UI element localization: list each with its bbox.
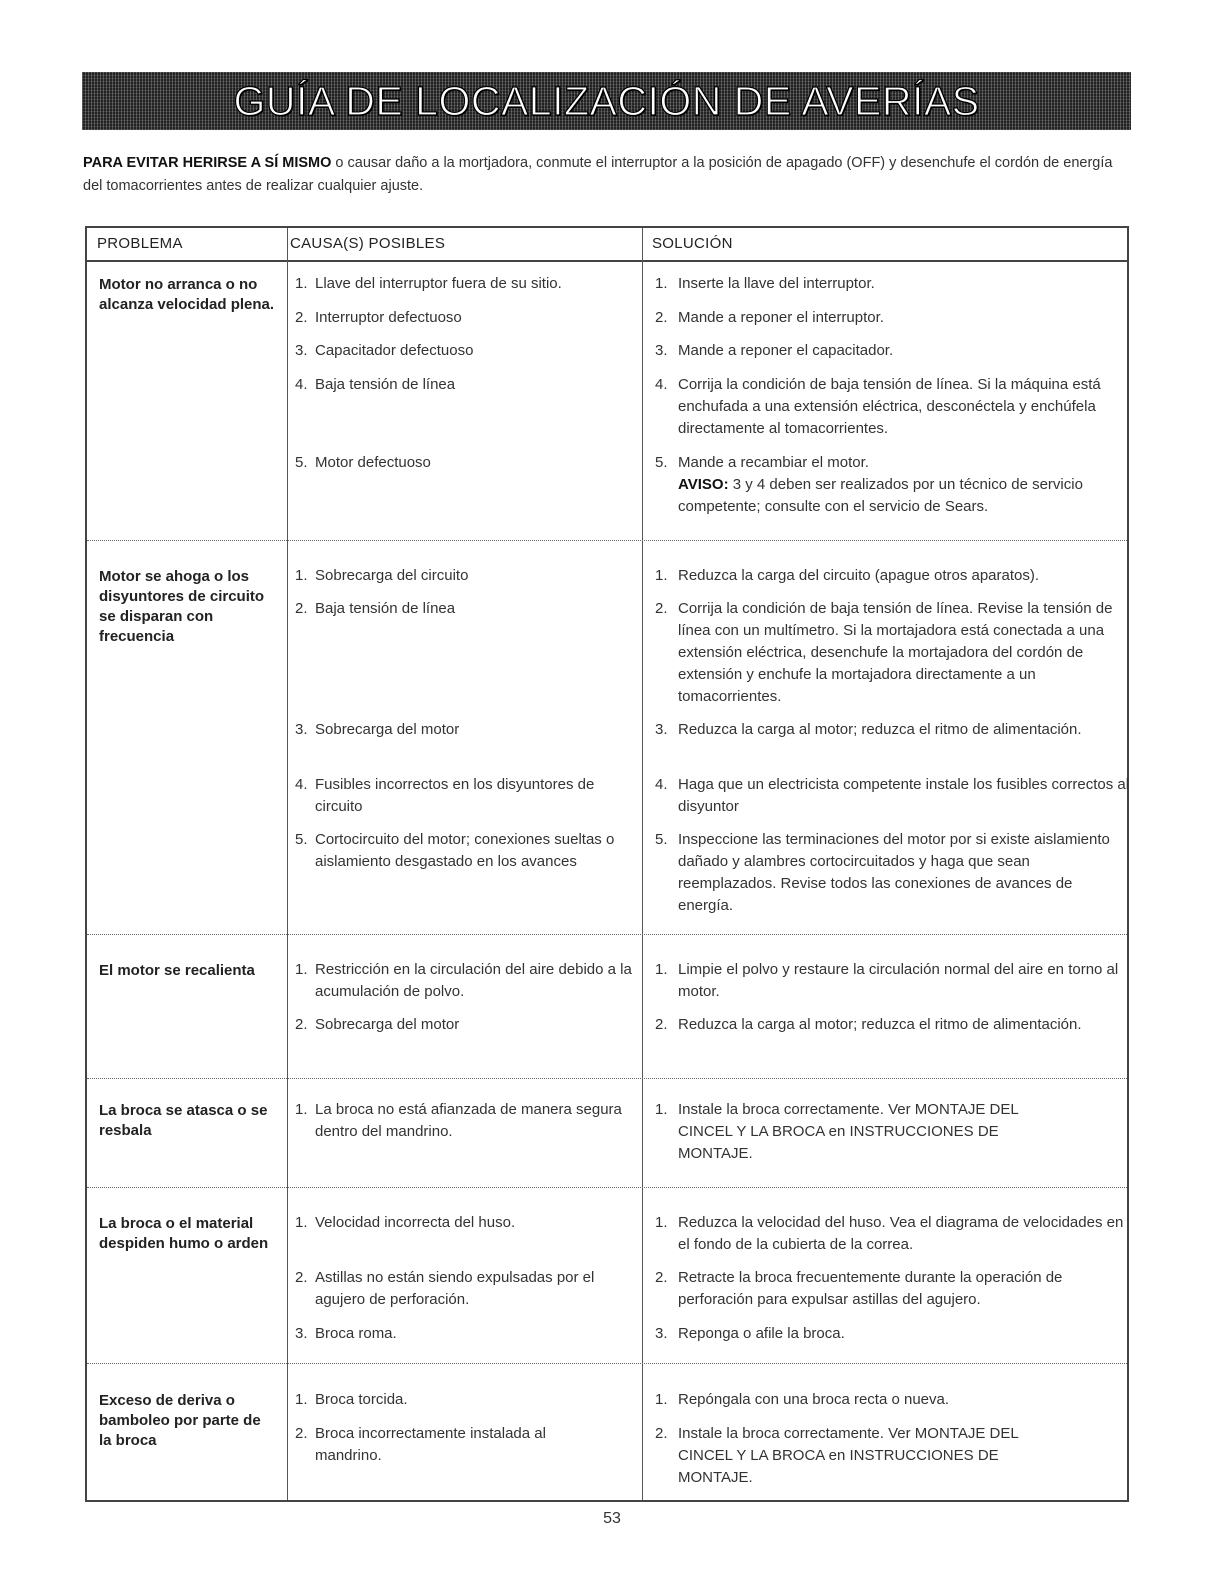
cause-item: 1. Sobrecarga del circuito [295,567,469,584]
cause-item: 3. Sobrecarga del motor [295,721,460,738]
cause-item: 1. Velocidad incorrecta del huso. [295,1214,516,1231]
cause-item: 2. Interruptor defectuoso [295,309,462,326]
problem-cell: Motor no arranca o no alcanza velocidad plena. [99,276,275,313]
solution-item: 1. Repóngala con una broca recta o nueva. [655,1391,950,1408]
column-divider [642,228,643,1500]
row-divider [87,1078,1127,1079]
aviso-label: AVISO: [678,476,729,493]
problem-cell: La broca se atasca o se resbala [99,1102,268,1139]
solution-item: 4. Haga que un electricista competente instale los fusibles correctos al disyuntor [655,776,1130,815]
cause-item: 1. Restricción en la circulación del aire debido a la acumulación de polvo. [295,961,632,1000]
safety-warning [83,152,1123,198]
troubleshooting-table [85,226,1129,1502]
title-banner [82,72,1131,130]
solution-item: 1. Limpie el polvo y restaure la circulación normal del aire en torno al motor. [655,961,1119,1000]
cause-item: 5. Motor defectuoso [295,454,431,471]
problem-cell: Exceso de deriva o bamboleo por parte de la broca [99,1392,261,1449]
solution-item: 3. Reponga o afile la broca. [655,1325,845,1342]
cause-item: 2. Astillas no están siendo expulsadas por el agujero de perforación. [295,1269,595,1308]
problem-cell: El motor se recalienta [99,962,255,979]
row-divider [87,1187,1127,1188]
cause-item: 2. Sobrecarga del motor [295,1016,460,1033]
solution-item: 2. Corrija la condición de baja tensión de línea. Revise la tensión de línea con un multímetro. Si la mortajadora está conectada a una extensión eléctrica, desenchufe la mortajadora del cordón de extensión y enchufe la mortajadora directamente a un tomacorrientes. [655,600,1113,705]
cause-item: 4. Baja tensión de línea [295,376,456,393]
cause-item: 1. La broca no está afianzada de manera segura dentro del mandrino. [295,1101,622,1140]
warning-text: o causar daño a la mortjadora, conmute el interruptor a la posición de apagado (OFF) y desenchufe el cordón de energía del tomacorrientes antes de realizar cualquier ajuste. [83,155,1113,194]
solution-item: 1. Reduzca la velocidad del huso. Vea el diagrama de velocidades en el fondo de la cubierta de la correa. [655,1214,1124,1253]
table-header [87,228,1127,262]
header-causes: CAUSA(S) POSIBLES [290,235,446,252]
solution-item: 2. Retracte la broca frecuentemente durante la operación de perforación para expulsar astillas del agujero. [655,1269,1063,1308]
solution-item: 4. Corrija la condición de baja tensión de línea. Si la máquina está enchufada a una extensión eléctrica, desconéctela y enchúfela directamente al tomacorrientes. [655,376,1101,437]
cause-item: 1. Broca torcida. [295,1391,408,1408]
solution-item: 1. Reduzca la carga del circuito (apague otros aparatos). [655,567,1040,584]
solution-item: 5. Inspeccione las terminaciones del motor por si existe aislamiento dañado y alambres cortocircuitados y haga que sean reemplazados. Revise todos las conexiones de avances de energía. [655,831,1110,914]
cause-item: 5. Cortocircuito del motor; conexiones sueltas o aislamiento desgastado en los avances [295,831,615,870]
solution-item: 1. Instale la broca correctamente. Ver MONTAJE DEL CINCEL Y LA BROCA en INSTRUCCIONES DE MONTAJE. [655,1101,1019,1162]
solution-item: 3. Reduzca la carga al motor; reduzca el ritmo de alimentación. [655,721,1082,738]
cause-item: 2. Baja tensión de línea [295,600,456,617]
page-title: GUÍA DE LOCALIZACIÓN DE AVERÍAS [233,77,980,124]
problem-cell: La broca o el material despiden humo o arden [99,1215,269,1252]
solution-item: 1. Inserte la llave del interruptor. [655,275,875,292]
header-solution: SOLUCIÓN [652,235,733,252]
page-number: 53 [603,1510,621,1527]
problem-cell: Motor se ahoga o los disyuntores de circuito se disparan con frecuencia [99,568,265,645]
cause-item: 3. Broca roma. [295,1325,397,1342]
cause-item: 2. Broca incorrectamente instalada al mandrino. [295,1425,546,1464]
cause-item: 1. Llave del interruptor fuera de su sitio. [295,275,562,292]
solution-item: 3. Mande a reponer el capacitador. [655,342,894,359]
solution-item: 2. Instale la broca correctamente. Ver MONTAJE DEL CINCEL Y LA BROCA en INSTRUCCIONES DE MONTAJE. [655,1425,1019,1486]
aviso-note: 3 y 4 deben ser realizados por un técnico de servicio competente; consulte con el servicio de Sears. [678,476,1083,515]
row-divider [87,1363,1127,1364]
row-divider [87,934,1127,935]
solution-item: 2. Mande a reponer el interruptor. [655,309,884,326]
solution-item: 5. Mande a recambiar el motor. AVISO: 3 y 4 deben ser realizados por un técnico de servicio competente; consulte con el servicio de Sears. [655,454,1083,515]
cause-item: 3. Capacitador defectuoso [295,342,474,359]
column-divider [287,228,288,1500]
header-problem: PROBLEMA [97,235,183,252]
cause-item: 4. Fusibles incorrectos en los disyuntores de circuito [295,776,595,815]
warning-emphasis: PARA EVITAR HERIRSE A SÍ MISMO [83,155,332,171]
row-divider [87,540,1127,541]
solution-item: 2. Reduzca la carga al motor; reduzca el ritmo de alimentación. [655,1016,1082,1033]
